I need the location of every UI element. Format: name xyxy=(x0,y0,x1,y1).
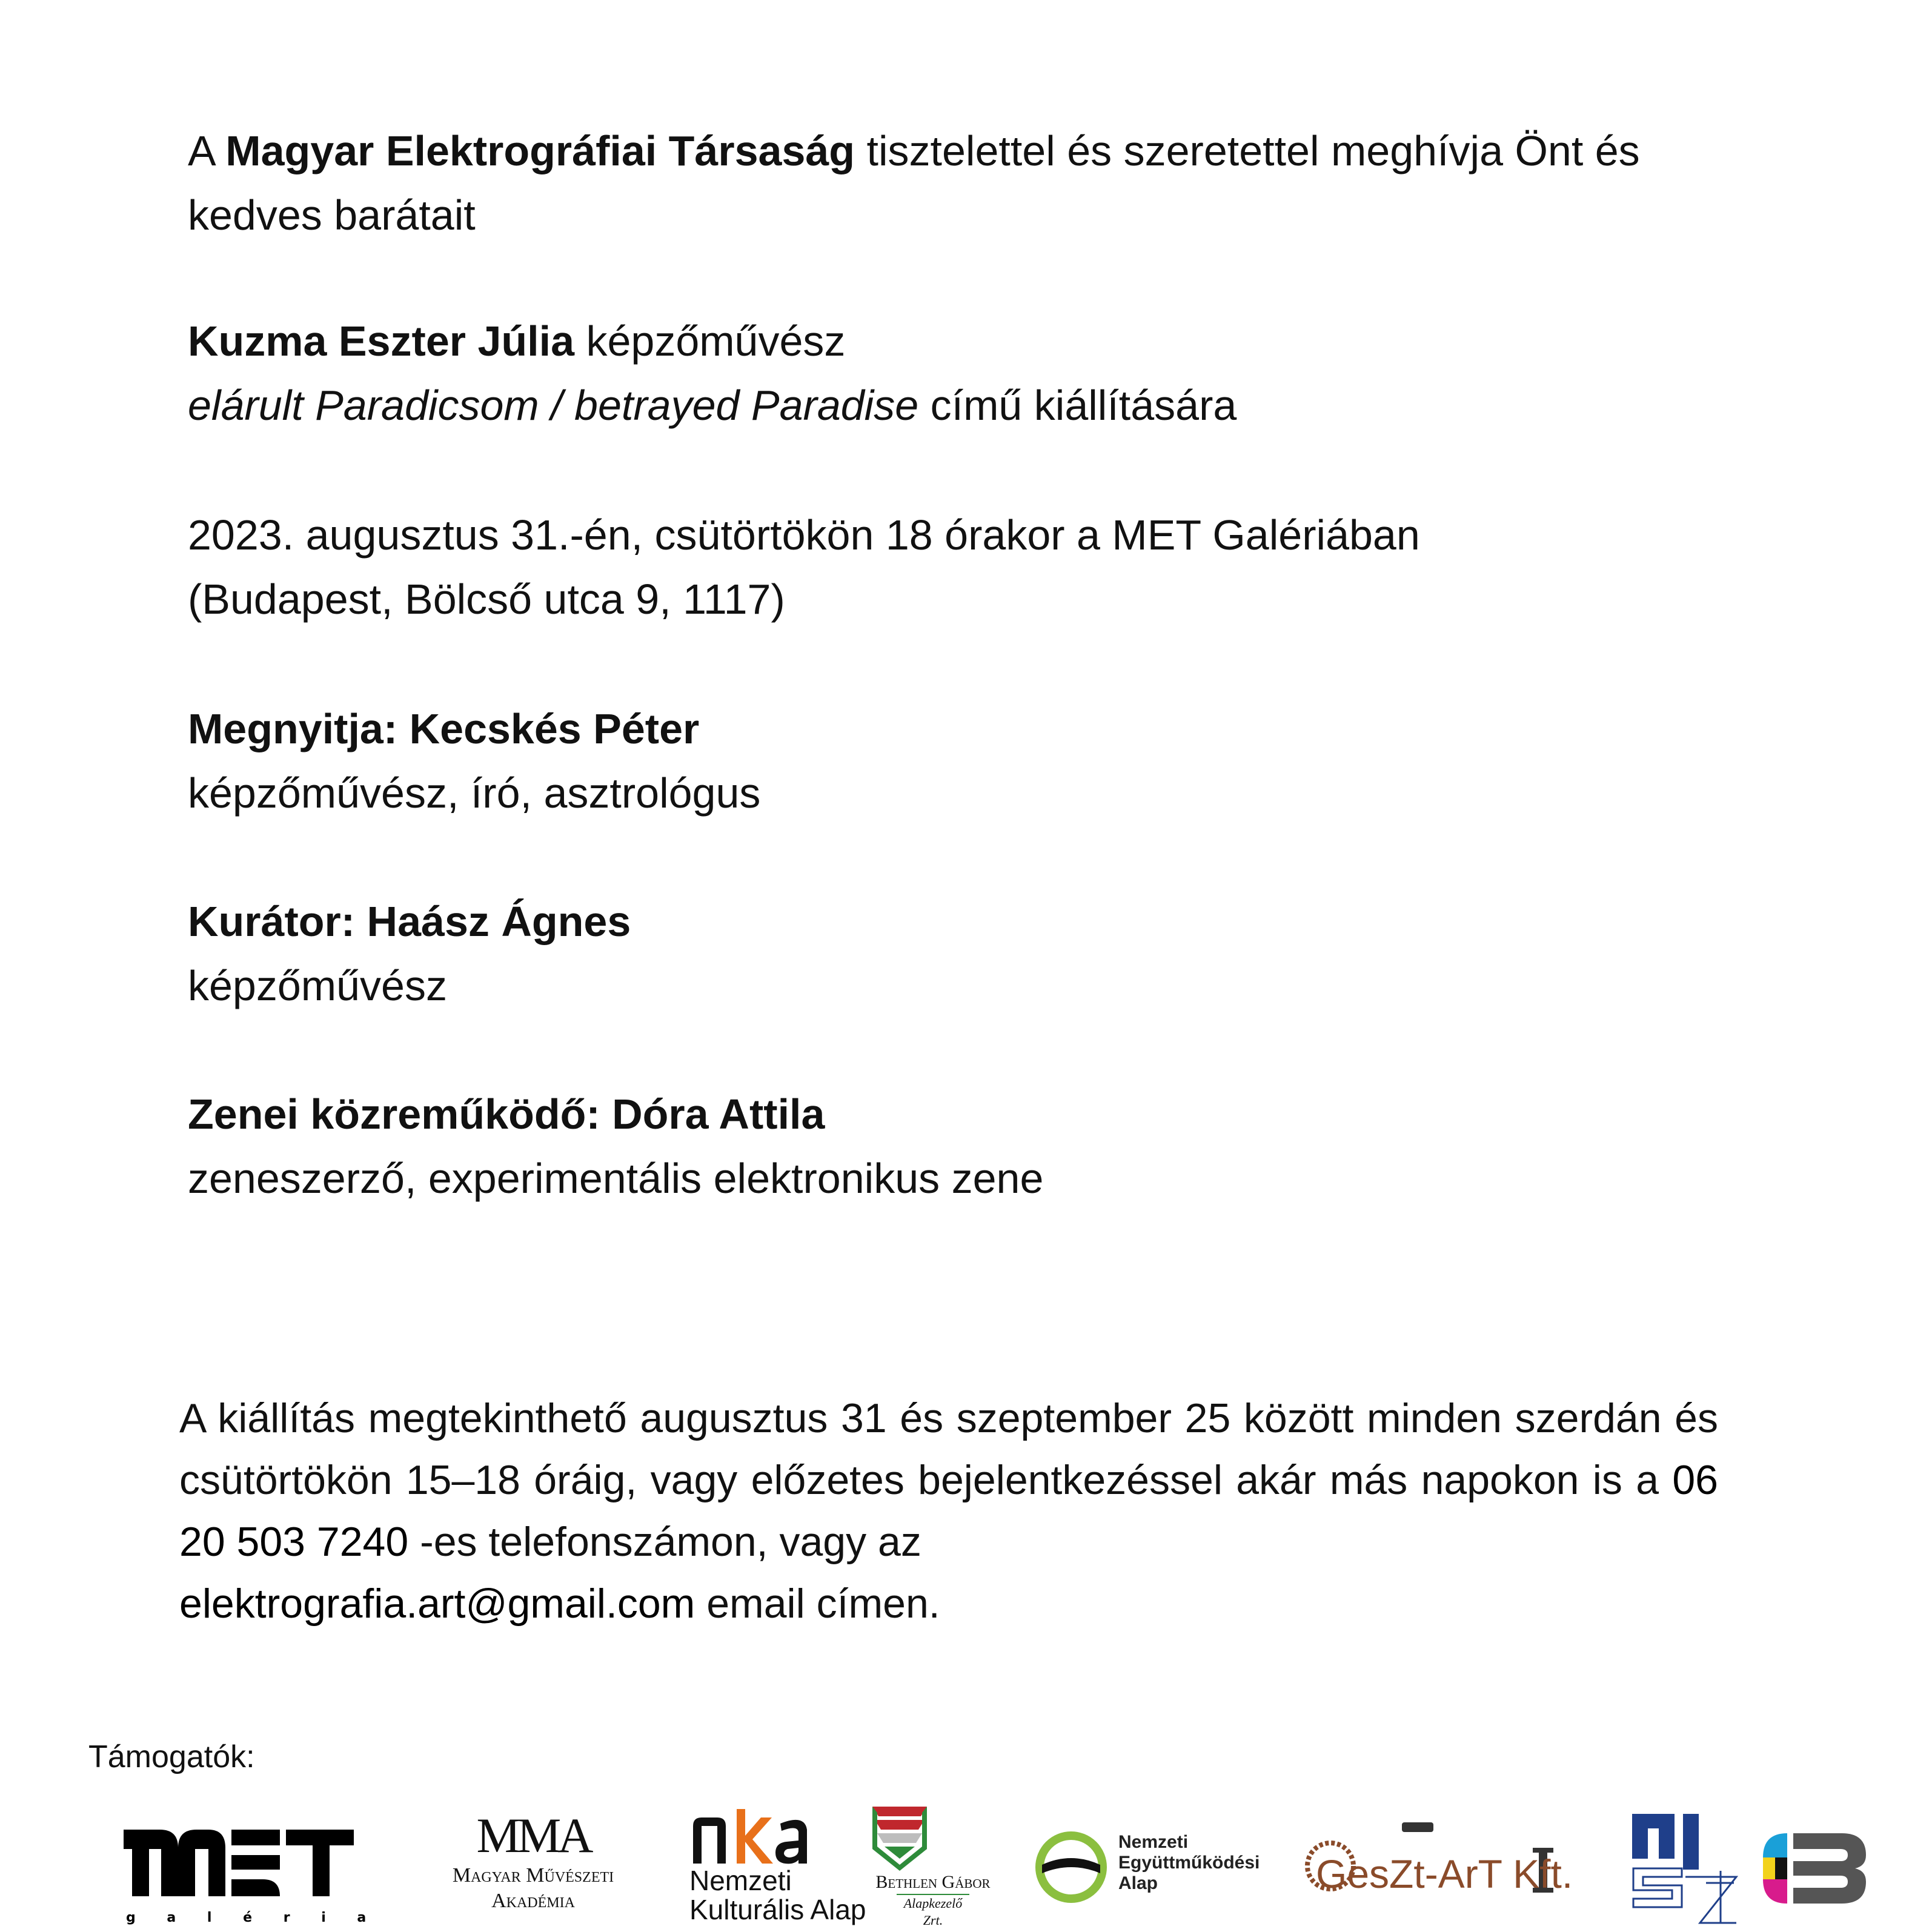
society-name: Magyar Elektrográfiai Társaság xyxy=(225,127,855,174)
svg-text:g a l é r i a: g a l é r i a xyxy=(126,1910,380,1925)
color-bars-logo xyxy=(1763,1833,1866,1904)
music-block xyxy=(188,1082,1043,1210)
exhibition-title: elárult Paradicsom / betrayed Paradise xyxy=(188,382,919,429)
event-address: (Budapest, Bölcső utca 9, 1117) xyxy=(188,576,785,623)
curator-desc: képzőművész xyxy=(188,962,447,1009)
event-datetime: 2023. augusztus 31.-én, csütörtökön 18 órakor a MET Galériában xyxy=(188,511,1420,559)
music-label: Zenei közreműködő: Dóra Attila xyxy=(188,1090,825,1138)
invitation-intro: A Magyar Elektrográfiai Társaság tisztelettel és szeretettel meghívja Önt és kedves barátait xyxy=(188,127,1640,239)
njszt-logo xyxy=(1627,1810,1742,1925)
mma-mark: MMA xyxy=(476,1808,590,1863)
curator-label: Kurátor: Haász Ágnes xyxy=(188,898,631,945)
met-galeria-logo xyxy=(124,1824,380,1927)
bga-logo: Bethlen Gábor Alapkezelő Zrt. xyxy=(866,1801,1000,1929)
event-block xyxy=(188,503,1420,631)
artist-block: Kuzma Eszter Júlia képzőművész elárult Paradicsom / betrayed Paradise című kiállítására xyxy=(188,317,1237,429)
music-desc: zeneszerző, experimentális elektronikus zene xyxy=(188,1155,1044,1202)
curator-block xyxy=(188,889,631,1018)
opener-block xyxy=(188,697,760,825)
opener-label: Megnyitja: Kecskés Péter xyxy=(188,705,700,752)
sponsors-label: Támogatók: xyxy=(88,1739,255,1774)
geszt-art-logo xyxy=(1303,1817,1605,1902)
email-link[interactable]: elektrografia.art@gmail.com xyxy=(179,1581,695,1627)
visiting-info: A kiállítás megtekinthető augusztus 31 és szeptember 25 között minden szerdán és csütörtökön 15–18 óráig, vagy előzetes bejelentkezéssel akár más napokon is a 06 20 503 7240 -es telefonszámon, vagy az elektrografia.art@gmail.com email címen. xyxy=(179,1395,1718,1627)
svg-text:GesZt-ArT Kft.: GesZt-ArT Kft. xyxy=(1316,1851,1573,1896)
opener-desc: képzőművész, író, asztrológus xyxy=(188,769,761,817)
artist-name: Kuzma Eszter Júlia xyxy=(188,317,574,365)
nka-logo: Nemzeti Kulturális Alap xyxy=(689,1805,866,1924)
mma-logo: MMA Magyar Művészeti Akadémia xyxy=(412,1808,654,1914)
phone-number[interactable]: 06 20 503 7240 xyxy=(179,1457,1718,1565)
